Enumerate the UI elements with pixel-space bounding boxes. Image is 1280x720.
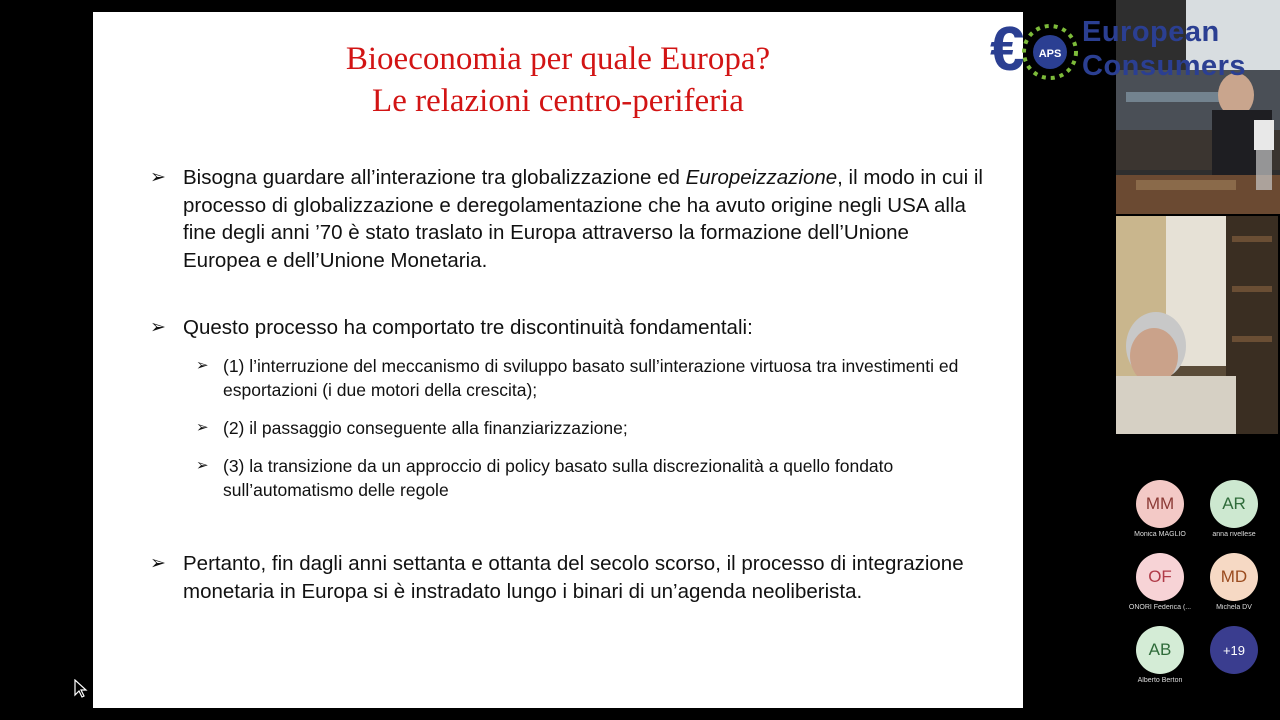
euro-stars-icon xyxy=(988,10,1084,90)
participant-alberto[interactable] xyxy=(1120,626,1200,684)
bullet-arrow-icon: ➢ xyxy=(196,457,209,474)
bullet-arrow-icon: ➢ xyxy=(150,553,166,574)
logo-line2: Consumers xyxy=(1082,50,1247,82)
presentation-slide xyxy=(93,12,1023,708)
slide-title-line2: Le relazioni centro-periferia xyxy=(372,83,744,119)
video-tile-speaker[interactable] xyxy=(1116,216,1278,434)
bullet-1: ➢ Bisogna guardare all’interazione tra globalizzazione ed Europeizzazione, il modo in cui il processo di globalizzazione e deregolamentazione che ha avuto origine negli USA alla fine degli anni ’70 è stato traslato in Europa attraverso la formazione dell’Unione Europea e dell’Unione Monetaria. xyxy=(150,166,983,272)
slide-title xyxy=(93,38,1023,122)
bullet-3: ➢ Pertanto, fin dagli anni settanta e ottanta del secolo scorso, il processo di integrazione monetaria in Europa si è instradato lungo i binari di un’agenda neoliberista. xyxy=(150,552,964,603)
european-consumers-logo xyxy=(988,10,1280,90)
euro-symbol: € xyxy=(990,15,1025,84)
participant-name: ONORI Federica (... xyxy=(1128,604,1192,611)
participant-federica[interactable] xyxy=(1120,553,1200,611)
subbullet-2: ➢ (2) il passaggio conseguente alla finanziarizzazione; xyxy=(196,418,628,438)
participant-anna[interactable] xyxy=(1194,480,1274,538)
participant-name: Michela DV xyxy=(1216,604,1252,611)
avatar: MM xyxy=(1136,480,1184,528)
avatar: OF xyxy=(1136,553,1184,601)
slide-title-line1: Bioeconomia per quale Europa? xyxy=(345,41,771,77)
subbullet-1: ➢ (1) l’interruzione del meccanismo di sviluppo basato sull’interazione virtuosa tra investimenti ed esportazioni (i due motori della crescita); xyxy=(196,356,959,400)
participant-name: Monica MAGLIO xyxy=(1134,531,1186,538)
logo-line1: European xyxy=(1082,16,1220,48)
avatar: AB xyxy=(1136,626,1184,674)
speaker-video-image xyxy=(1116,216,1278,434)
bullet-arrow-icon: ➢ xyxy=(196,419,209,436)
bullet-arrow-icon: ➢ xyxy=(150,317,166,338)
bullet-arrow-icon: ➢ xyxy=(150,167,166,188)
participant-michela[interactable] xyxy=(1194,553,1274,611)
more-participants-button[interactable] xyxy=(1194,626,1274,674)
participant-name: Alberto Berton xyxy=(1137,677,1183,684)
mouse-cursor-icon xyxy=(74,679,88,699)
subbullet-3: ➢ (3) la transizione da un approccio di policy basato sulla discrezionalità a quello fondato sull’automatismo delle regole xyxy=(196,456,894,500)
participant-name: anna rivellese xyxy=(1212,531,1256,538)
avatar: MD xyxy=(1210,553,1258,601)
more-participants-count: +19 xyxy=(1210,626,1258,674)
logo-badge: APS xyxy=(1038,48,1062,60)
bullet-2: ➢ Questo processo ha comportato tre discontinuità fondamentali: xyxy=(183,314,983,342)
avatar: AR xyxy=(1210,480,1258,528)
bullet-arrow-icon: ➢ xyxy=(196,357,209,374)
participant-monica[interactable] xyxy=(1120,480,1200,538)
